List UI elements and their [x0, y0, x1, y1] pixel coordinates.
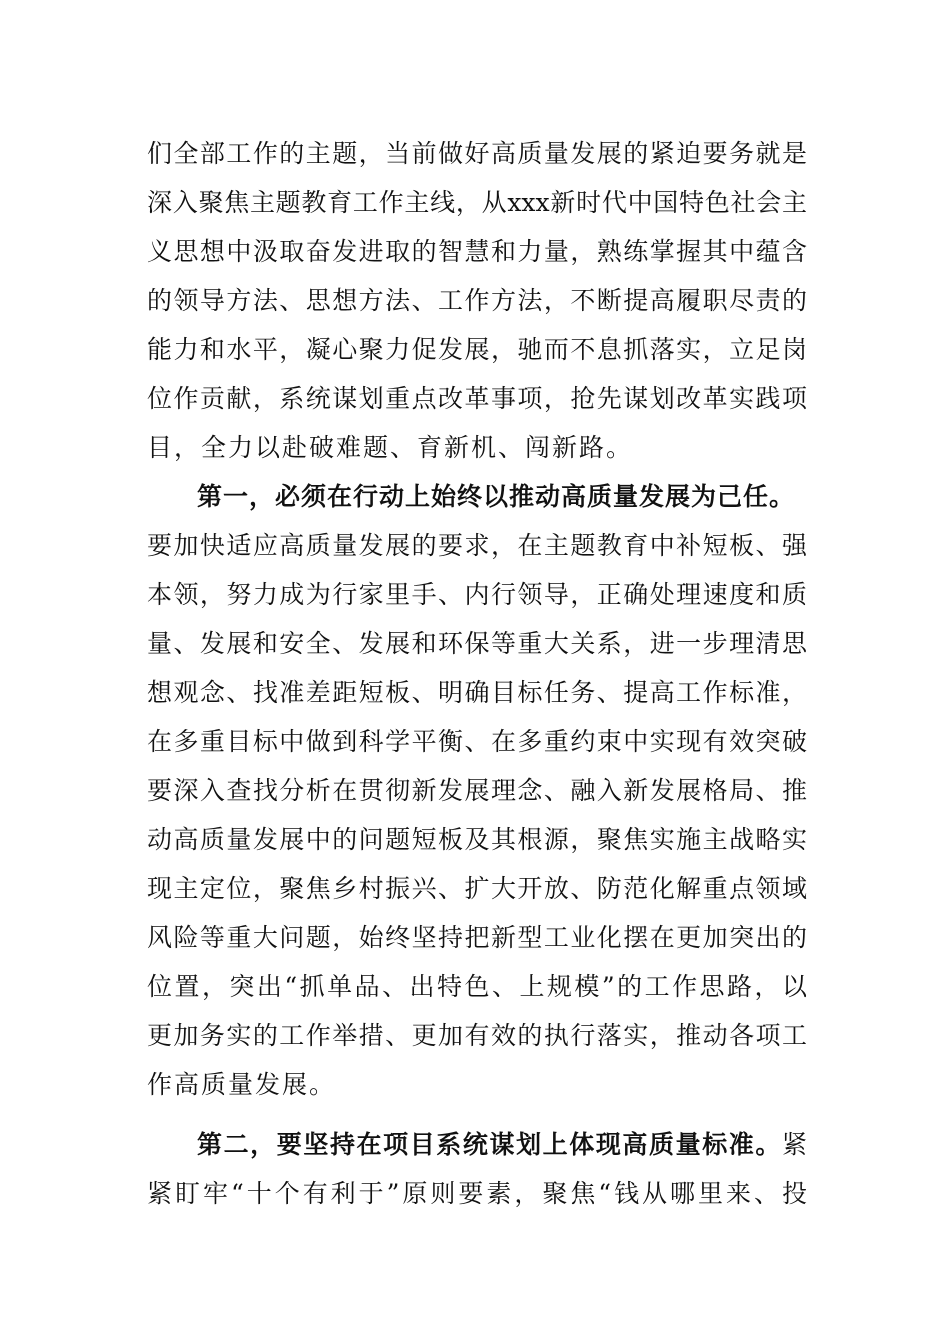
paragraph-2-line: 要加快适应高质量发展的要求，在主题教育中补短板、强 [147, 531, 807, 560]
paragraph-2-line: 动高质量发展中的问题短板及其根源，聚焦实施主战略实 [147, 825, 807, 854]
paragraph-2-line: 想观念、找准差距短板、明确目标任务、提高工作标准， [147, 678, 807, 707]
paragraph-2-line: 量、发展和安全、发展和环保等重大关系，进一步理清思 [147, 629, 807, 658]
paragraph-2-line: 在多重目标中做到科学平衡、在多重约束中实现有效突破 [147, 727, 807, 756]
section-heading-second-line [147, 1122, 807, 1168]
paragraph-1-line: 能力和水平，凝心聚力促发展，驰而不息抓落实，立足岗 [147, 335, 807, 364]
section-heading-second-tail: 紧 [781, 1130, 807, 1159]
paragraph-1-line: 们全部工作的主题，当前做好高质量发展的紧迫要务就是 [147, 139, 807, 168]
section-heading-first-text: 第一，必须在行动上始终以推动高质量发展为己任。 [197, 482, 796, 511]
paragraph-2-line: 更加务实的工作举措、更加有效的执行落实，推动各项工 [147, 1021, 807, 1050]
section-heading-first [147, 474, 807, 520]
paragraph-2-line: 作高质量发展。 [147, 1070, 337, 1099]
paragraph-1-line: 目，全力以赴破难题、育新机、闯新路。 [147, 433, 634, 462]
paragraph-2-line: 位置，突出“抓单品、出特色、上规模”的工作思路，以 [147, 972, 807, 1001]
paragraph-1-line: 位作贡献，系统谋划重点改革事项，抢先谋划改革实践项 [147, 384, 807, 413]
paragraph-3-line: 紧盯牢“十个有利于”原则要素，聚焦“钱从哪里来、投 [147, 1179, 807, 1208]
paragraph-1-line: 深入聚焦主题教育工作主线，从xxx新时代中国特色社会主 [147, 188, 807, 217]
paragraph-2-line: 风险等重大问题，始终坚持把新型工业化摆在更加突出的 [147, 923, 807, 952]
paragraph-2-line: 要深入查找分析在贯彻新发展理念、融入新发展格局、推 [147, 776, 807, 805]
paragraph-2-line: 现主定位，聚焦乡村振兴、扩大开放、防范化解重点领域 [147, 874, 807, 903]
paragraph-1-line: 的领导方法、思想方法、工作方法，不断提高履职尽责的 [147, 286, 807, 315]
paragraph-2-line: 本领，努力成为行家里手、内行领导，正确处理速度和质 [147, 580, 807, 609]
paragraph-1-line: 义思想中汲取奋发进取的智慧和力量，熟练掌握其中蕴含 [147, 237, 807, 266]
section-heading-second-text: 第二，要坚持在项目系统谋划上体现高质量标准。 [197, 1130, 782, 1159]
